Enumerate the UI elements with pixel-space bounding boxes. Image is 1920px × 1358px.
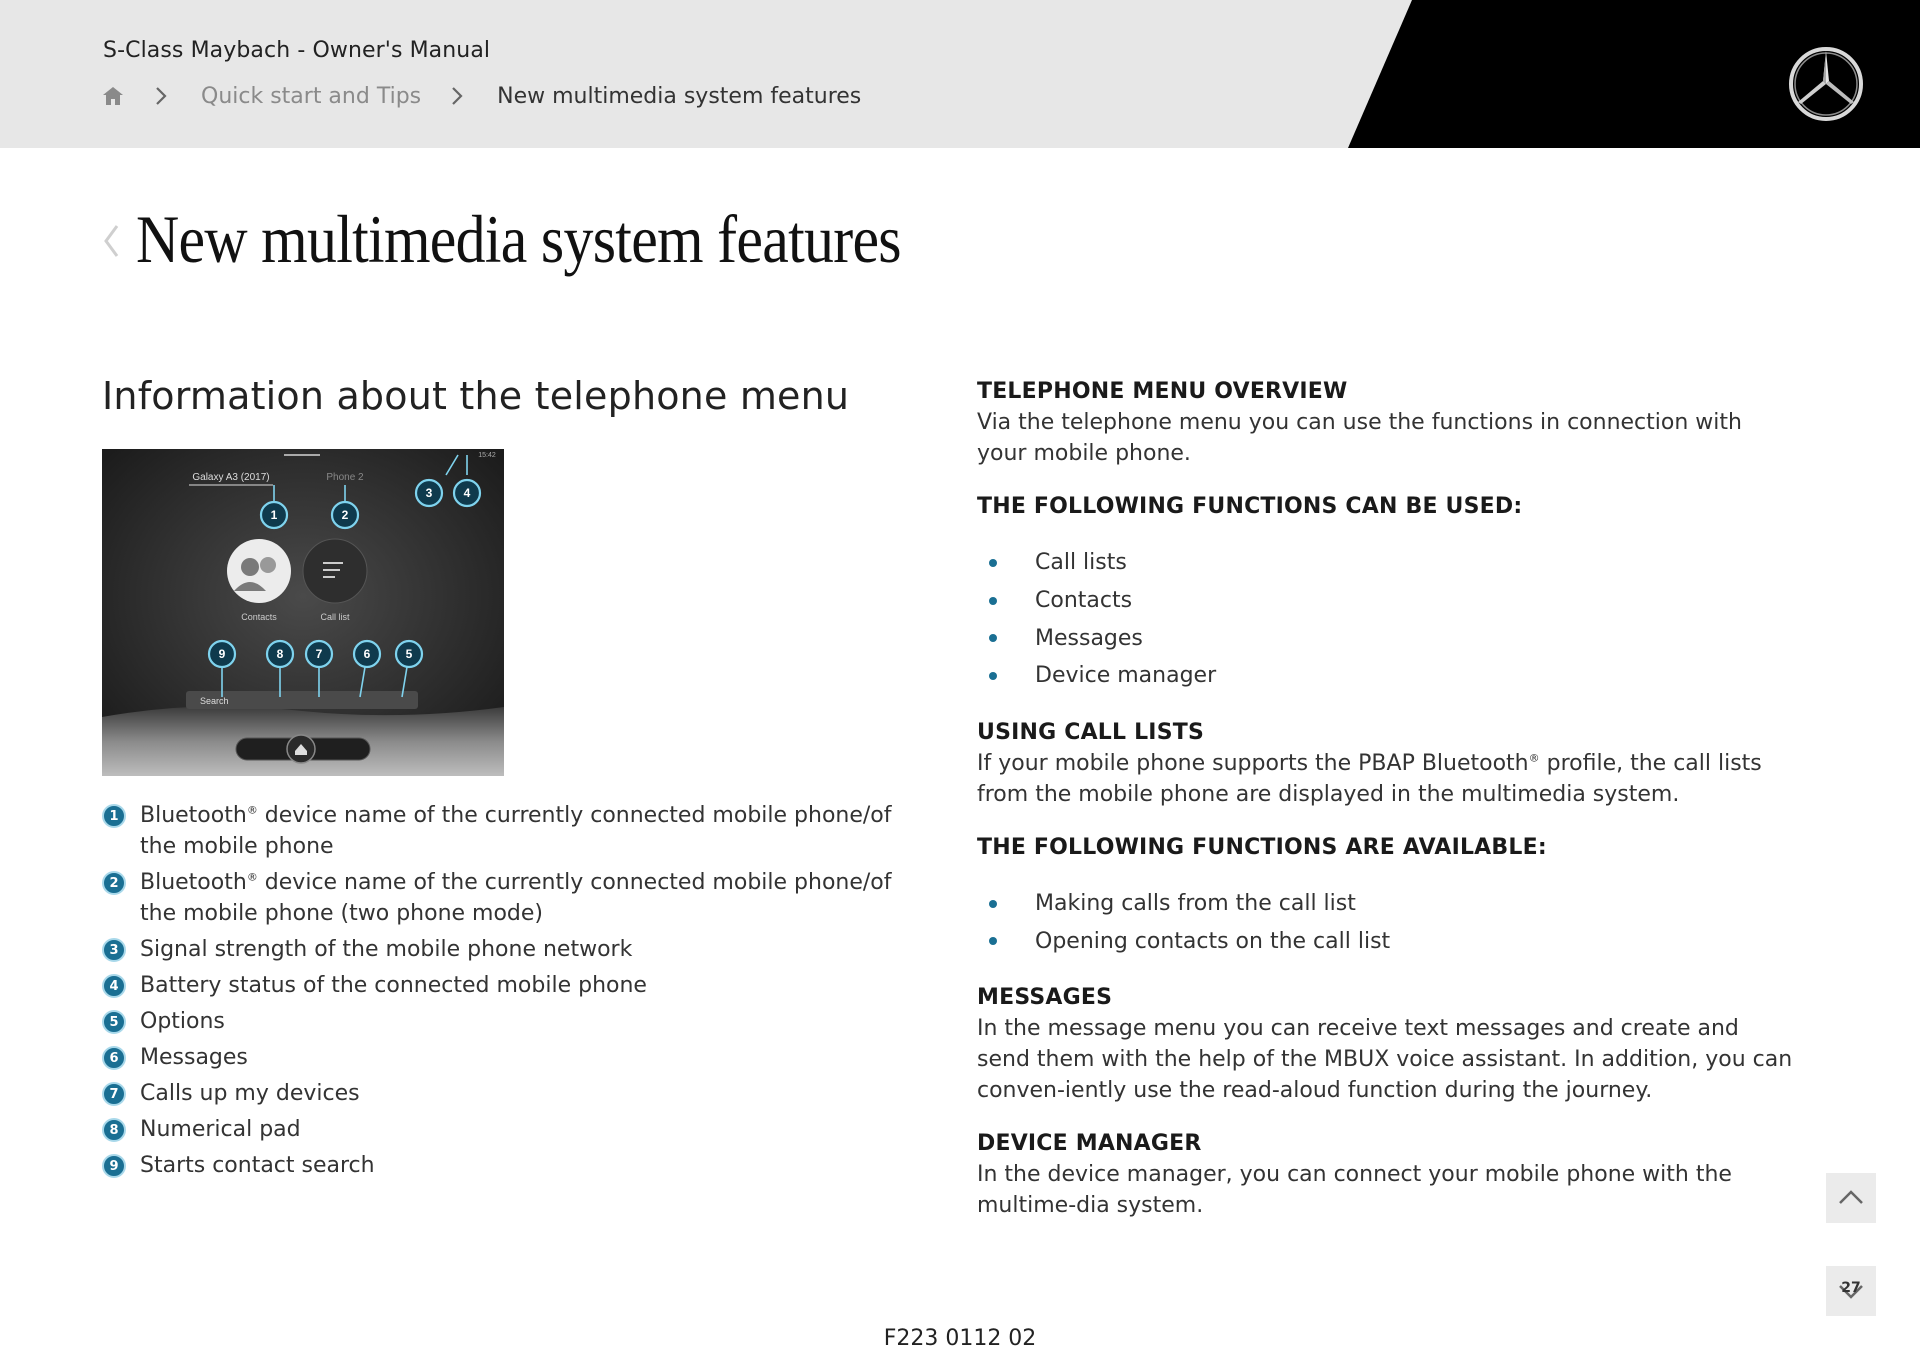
manual-title: S-Class Maybach - Owner's Manual	[103, 38, 491, 63]
legend-text: Messages	[140, 1045, 248, 1070]
breadcrumb-quick-start[interactable]: Quick start and Tips	[201, 83, 422, 109]
functions-heading: THE FOLLOWING FUNCTIONS CAN BE USED:	[977, 494, 1523, 519]
back-chevron-icon[interactable]	[101, 218, 121, 264]
breadcrumb-current-page: New multimedia system features	[497, 83, 862, 109]
callout-8-label: 8	[276, 647, 284, 661]
callout-1-label: 1	[270, 508, 278, 522]
breadcrumb	[101, 80, 861, 112]
available-list	[977, 885, 1797, 960]
search-label: Search	[200, 696, 229, 706]
chevron-right-icon	[149, 84, 173, 108]
bullet-icon	[989, 559, 997, 567]
calllists-text	[977, 748, 1797, 810]
callout-badge: 4	[102, 974, 126, 998]
list-item-text: Opening contacts on the call list	[1035, 928, 1391, 954]
scroll-to-top-button[interactable]	[1826, 1173, 1876, 1223]
legend-item	[102, 1150, 902, 1181]
callout-legend	[102, 800, 902, 1186]
registered-mark: ®	[246, 870, 258, 884]
mercedes-star-logo[interactable]	[1788, 46, 1864, 122]
bullet-icon	[989, 597, 997, 605]
functions-list	[977, 544, 1797, 695]
legend-text-part: device name of the currently connected mobile phone/of the mobile phone (two phone mode)	[140, 870, 892, 926]
legend-text: Calls up my devices	[140, 1081, 360, 1106]
registered-mark: ®	[246, 803, 258, 817]
list-item-text: Messages	[1035, 625, 1143, 651]
callout-badge: 2	[102, 871, 126, 895]
legend-text: Signal strength of the mobile phone network	[140, 937, 633, 962]
phone1-label: Galaxy A3 (2017)	[192, 472, 270, 483]
bullet-icon	[989, 672, 997, 680]
legend-text-part: device name of the currently connected mobile phone/of the mobile phone	[140, 803, 892, 859]
legend-text	[140, 800, 900, 862]
legend-item	[102, 867, 902, 929]
section-title: Information about the telephone menu	[102, 374, 850, 418]
page-number: 27	[1841, 1280, 1861, 1296]
messages-heading: MESSAGES	[977, 985, 1113, 1011]
legend-item	[102, 1078, 902, 1109]
callout-badge: 7	[102, 1082, 126, 1106]
clock-label: 15:42	[478, 452, 496, 459]
bullet-icon	[989, 937, 997, 945]
available-heading: THE FOLLOWING FUNCTIONS ARE AVAILABLE:	[977, 834, 1547, 860]
legend-item	[102, 1114, 902, 1145]
callout-7-label: 7	[315, 647, 323, 661]
legend-text	[140, 867, 900, 929]
callout-badge: 8	[102, 1118, 126, 1142]
callout-badge: 9	[102, 1154, 126, 1178]
device-manager-text: In the device manager, you can connect your mobile phone with the multime-dia system.	[977, 1162, 1732, 1219]
callout-4-label: 4	[463, 486, 471, 500]
home-icon[interactable]	[101, 84, 125, 108]
list-item	[977, 544, 1797, 582]
page-title: New multimedia system features	[136, 201, 901, 277]
callout-3-label: 3	[425, 486, 433, 500]
right-column	[977, 376, 1797, 1221]
legend-text-part: Bluetooth	[140, 803, 247, 828]
messages-text: In the message menu you can receive text messages and create and send them with the help of the MBUX voice assistant. In addition, you can conven-iently use the read-aloud function during the journey.	[977, 1016, 1793, 1104]
bullet-icon	[989, 900, 997, 908]
list-item	[977, 885, 1797, 923]
callout-badge: 1	[102, 804, 126, 828]
legend-text: Numerical pad	[140, 1117, 301, 1142]
callout-6-label: 6	[363, 647, 371, 661]
legend-text-part: Bluetooth	[140, 870, 247, 895]
list-item	[977, 922, 1797, 960]
legend-text: Options	[140, 1009, 225, 1034]
legend-item	[102, 1042, 902, 1073]
legend-item	[102, 800, 902, 862]
registered-mark: ®	[1528, 751, 1540, 765]
callout-2-label: 2	[341, 508, 349, 522]
legend-item	[102, 970, 902, 1001]
contacts-label: Contacts	[241, 612, 277, 622]
callout-badge: 3	[102, 938, 126, 962]
phone2-label: Phone 2	[326, 472, 364, 483]
callout-9-label: 9	[218, 647, 226, 661]
callout-badge: 5	[102, 1010, 126, 1034]
legend-item	[102, 934, 902, 965]
chevron-up-icon	[1835, 1182, 1867, 1214]
list-item	[977, 657, 1797, 695]
callout-badge: 6	[102, 1046, 126, 1070]
calllist-label: Call list	[320, 612, 350, 622]
legend-text: Battery status of the connected mobile phone	[140, 973, 647, 998]
list-item-text: Making calls from the call list	[1035, 891, 1356, 917]
list-item-text: Device manager	[1035, 663, 1217, 689]
telephone-menu-screenshot	[102, 449, 504, 776]
figure-code: F223 0112 02	[883, 1326, 1037, 1351]
list-item-text: Call lists	[1035, 550, 1127, 576]
calllists-text-part: profile, the call lists from the mobile phone are displayed in the multimedia system.	[977, 750, 1762, 807]
legend-item	[102, 1006, 902, 1037]
overview-text: Via the telephone menu you can use the functions in connection with your mobile phone.	[977, 410, 1742, 466]
calllists-heading: USING CALL LISTS	[977, 719, 1204, 745]
callout-5-label: 5	[405, 647, 413, 661]
list-item	[977, 619, 1797, 657]
legend-text: Starts contact search	[140, 1153, 375, 1178]
list-item-text: Contacts	[1035, 588, 1133, 614]
overview-heading: TELEPHONE MENU OVERVIEW	[977, 379, 1348, 404]
calllists-text-part: If your mobile phone supports the PBAP Bluetooth	[977, 750, 1529, 776]
bullet-icon	[989, 634, 997, 642]
list-item	[977, 582, 1797, 620]
device-manager-heading: DEVICE MANAGER	[977, 1131, 1202, 1157]
chevron-right-icon	[445, 84, 469, 108]
